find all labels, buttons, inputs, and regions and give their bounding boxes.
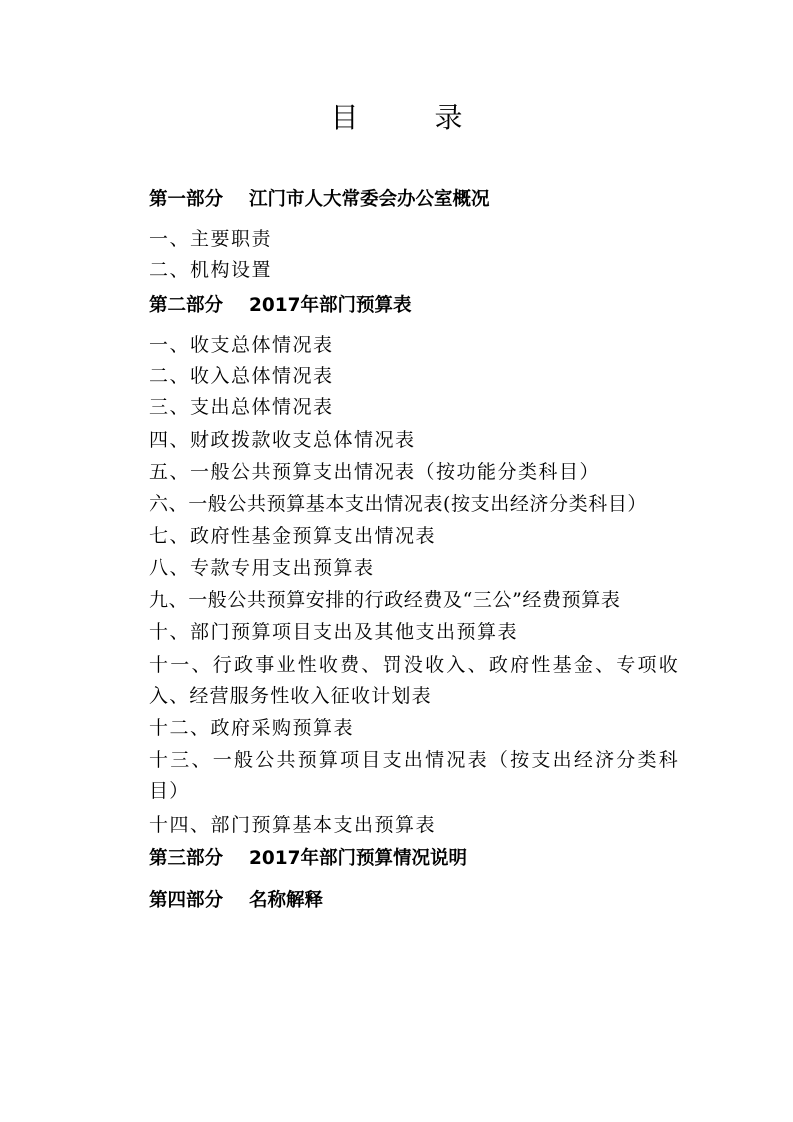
page-title: 目 录 (330, 101, 487, 134)
toc-item: 七、政府性基金预算支出情况表 (149, 525, 437, 547)
part4-label: 第四部分 (149, 890, 224, 911)
toc-item: 六、一般公共预算基本支出情况表(按支出经济分类科目） (149, 493, 648, 515)
part1-label: 第一部分 (149, 189, 224, 210)
toc-item: 二、收入总体情况表 (149, 365, 334, 387)
part4-name: 名称解释 (249, 890, 324, 911)
part1-heading (149, 187, 490, 213)
part1-name: 江门市人大常委会办公室概况 (249, 189, 490, 210)
toc-item: 五、一般公共预算支出情况表（按功能分类科目） (149, 461, 601, 483)
toc-item: 二、机构设置 (149, 259, 273, 281)
part2-label: 第二部分 (149, 295, 224, 316)
toc-item: 四、财政拨款收支总体情况表 (149, 429, 416, 451)
toc-item: 十、部门预算项目支出及其他支出预算表 (149, 621, 519, 643)
toc-item: 一、主要职责 (149, 228, 273, 250)
part3-name: 2017年部门预算情况说明 (249, 848, 468, 869)
toc-item: 一、收支总体情况表 (149, 334, 334, 356)
part3-label: 第三部分 (149, 848, 224, 869)
toc-item: 九、一般公共预算安排的行政经费及“三公”经费预算表 (149, 589, 621, 611)
toc-item: 十二、政府采购预算表 (149, 717, 355, 739)
part2-name: 2017年部门预算表 (249, 295, 412, 316)
toc-item: 十三、一般公共预算项目支出情况表（按支出经济分类科目） (149, 749, 679, 802)
toc-item: 三、支出总体情况表 (149, 396, 334, 418)
toc-item: 八、专款专用支出预算表 (149, 557, 375, 579)
part3-heading (149, 846, 467, 872)
part2-heading (149, 293, 412, 319)
toc-item: 十一、行政事业性收费、罚没收入、政府性基金、专项收入、经营服务性收入征收计划表 (149, 654, 679, 707)
part4-heading (149, 888, 323, 914)
toc-item: 十四、部门预算基本支出预算表 (149, 814, 437, 836)
